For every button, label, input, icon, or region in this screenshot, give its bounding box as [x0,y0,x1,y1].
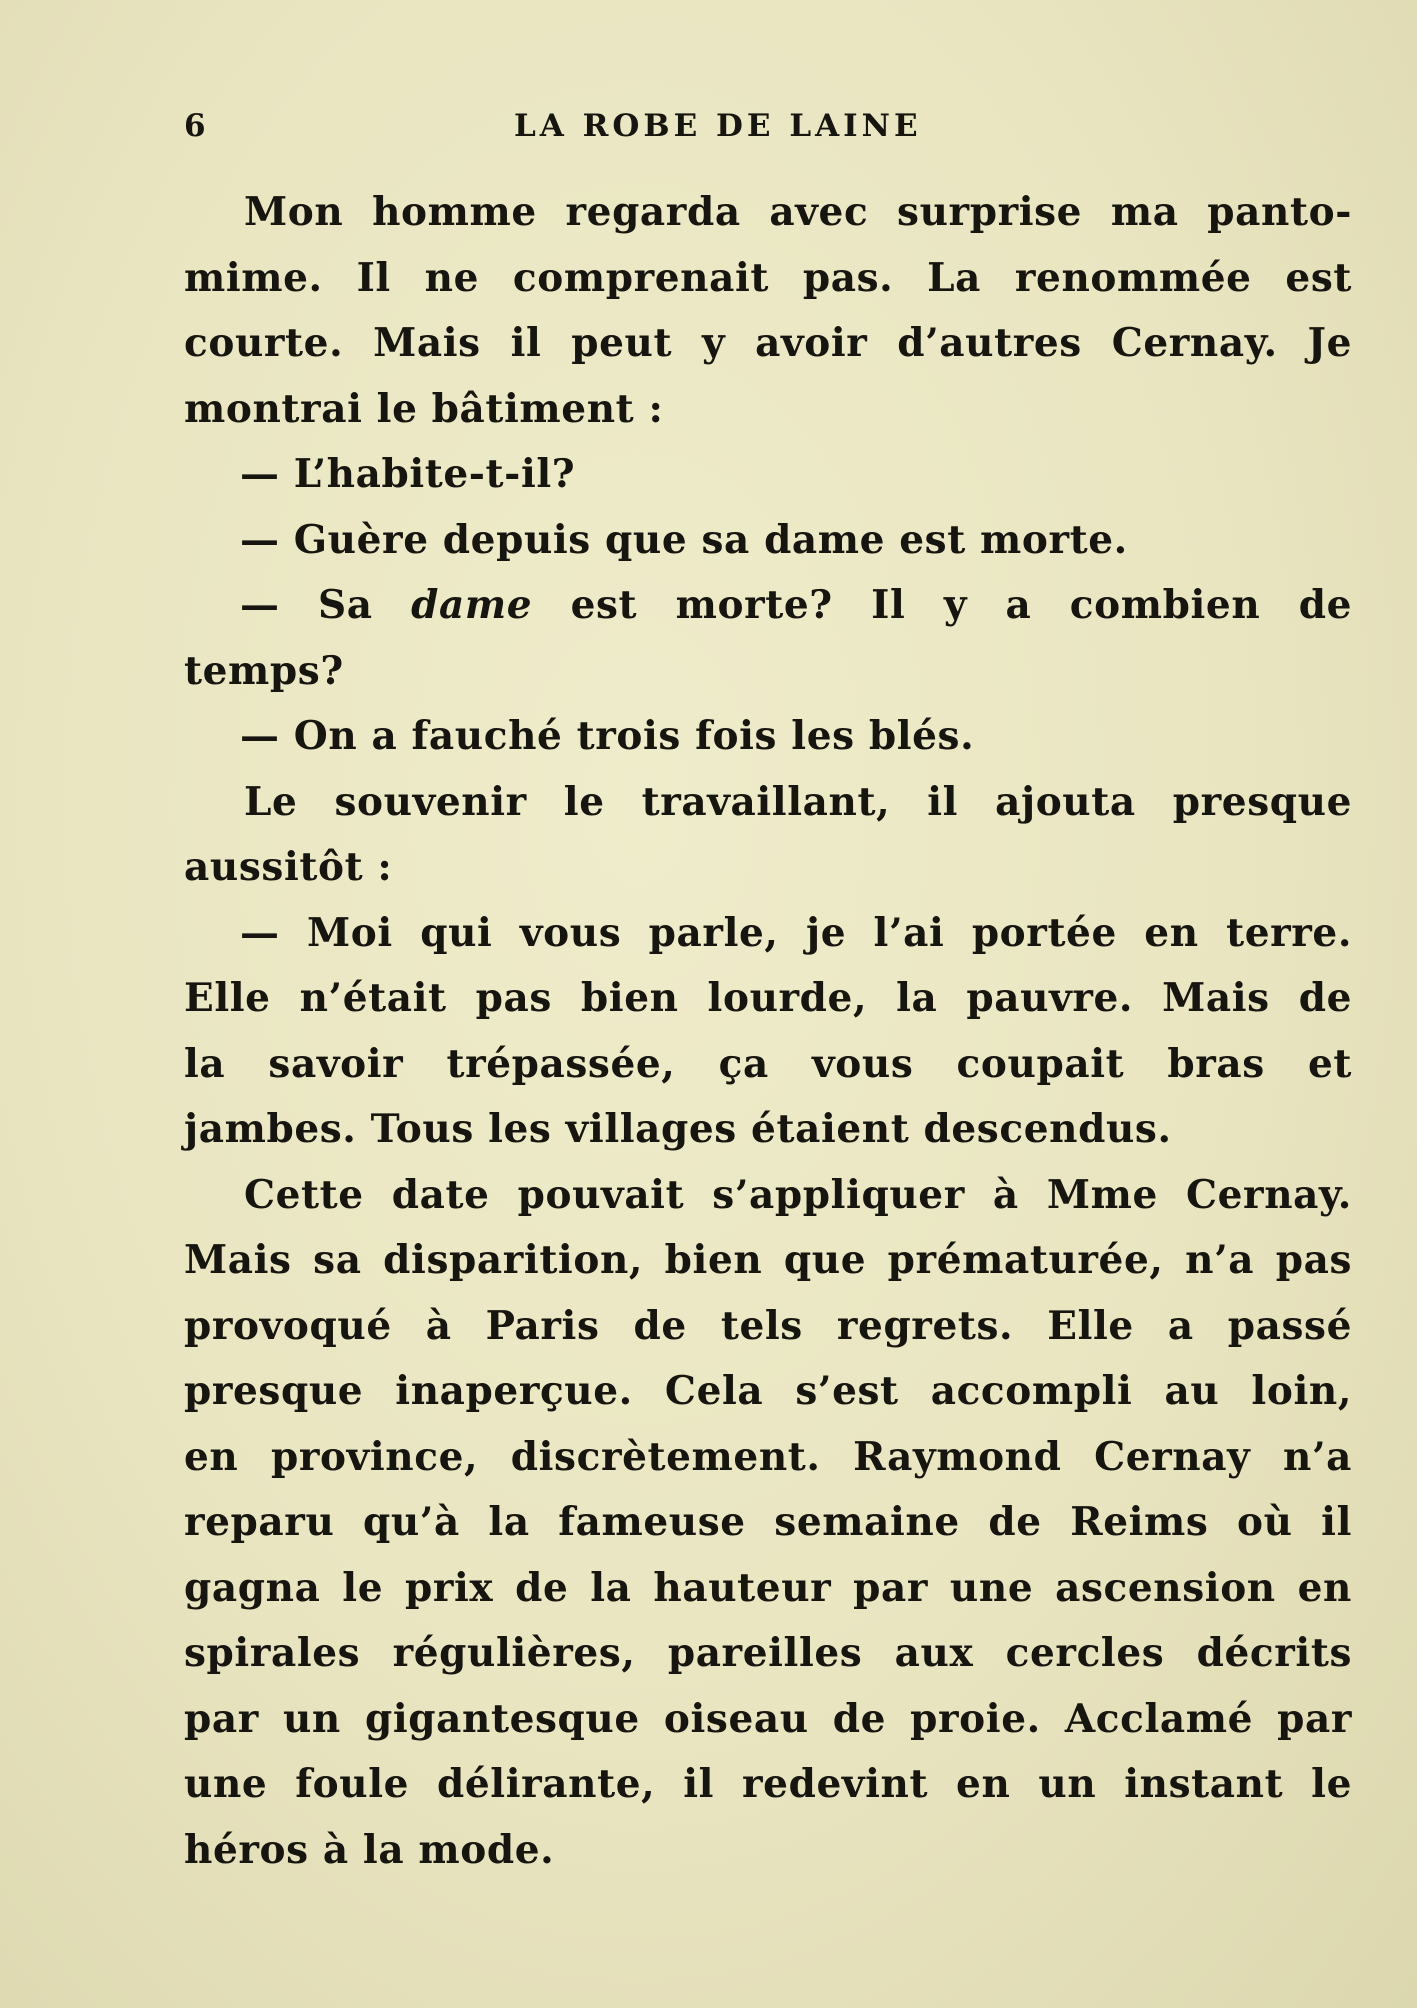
text-line: temps? [184,647,344,694]
italic-word: dame [411,582,533,628]
dialog-line [184,573,1352,639]
dialog-line: — Moi qui vous parle, je l’ai portée en terre. [240,909,1352,956]
text-line: Elle n’était pas bien lourde, la pauvre. Mais de [184,975,1352,1021]
text-line: la savoir trépassée, ça vous coupait bras et [184,1040,1352,1087]
dialog-line: — Guère depuis que sa dame est morte. [240,516,1128,563]
text-line: par un gigantesque oiseau de proie. Acclamé par [184,1695,1352,1742]
text-line: Mon homme regarda avec surprise ma panto- [244,189,1352,235]
text-line: une foule délirante, il redevint en un instant le [184,1761,1352,1807]
text-line: Mais sa disparition, bien que prématurée, n’a pas [184,1237,1352,1283]
text-line: provoqué à Paris de tels regrets. Elle a passé [184,1302,1352,1349]
text-line: Cette date pouvait s’appliquer à Mme Cernay. [244,1171,1352,1218]
text-line: spirales régulières, pareilles aux cercles décrits [184,1630,1352,1676]
body-text [184,180,1352,1883]
dialog-text: est morte? Il y a combien de [570,582,1352,628]
text-line: gagna le prix de la hauteur par une ascension en [184,1564,1352,1611]
running-head [184,108,1344,152]
page-number: 6 [184,108,210,144]
text-line: en province, discrètement. Raymond Cernay n’a [184,1433,1352,1480]
text-line: aussitôt : [184,844,393,890]
dialog-line: — On a fauché trois fois les blés. [240,713,975,759]
text-line: montrai le bâtiment : [184,385,664,432]
text-line: héros à la mode. [184,1826,555,1873]
running-title: LA ROBE DE LAINE [514,108,922,144]
dialog-text: — Sa [240,582,373,628]
dialog-line: — L’habite-t-il? [240,451,576,497]
text-line: reparu qu’à la fameuse semaine de Reims où il [184,1499,1352,1545]
text-line: jambes. Tous les villages étaient descendus. [184,1106,1172,1152]
text-line: presque inaperçue. Cela s’est accompli au loin, [184,1368,1352,1414]
text-line: mime. Il ne comprenait pas. La renommée est [184,254,1352,301]
text-line: Le souvenir le travaillant, il ajouta presque [244,778,1352,825]
text-line: courte. Mais il peut y avoir d’autres Cernay. Je [184,320,1352,366]
